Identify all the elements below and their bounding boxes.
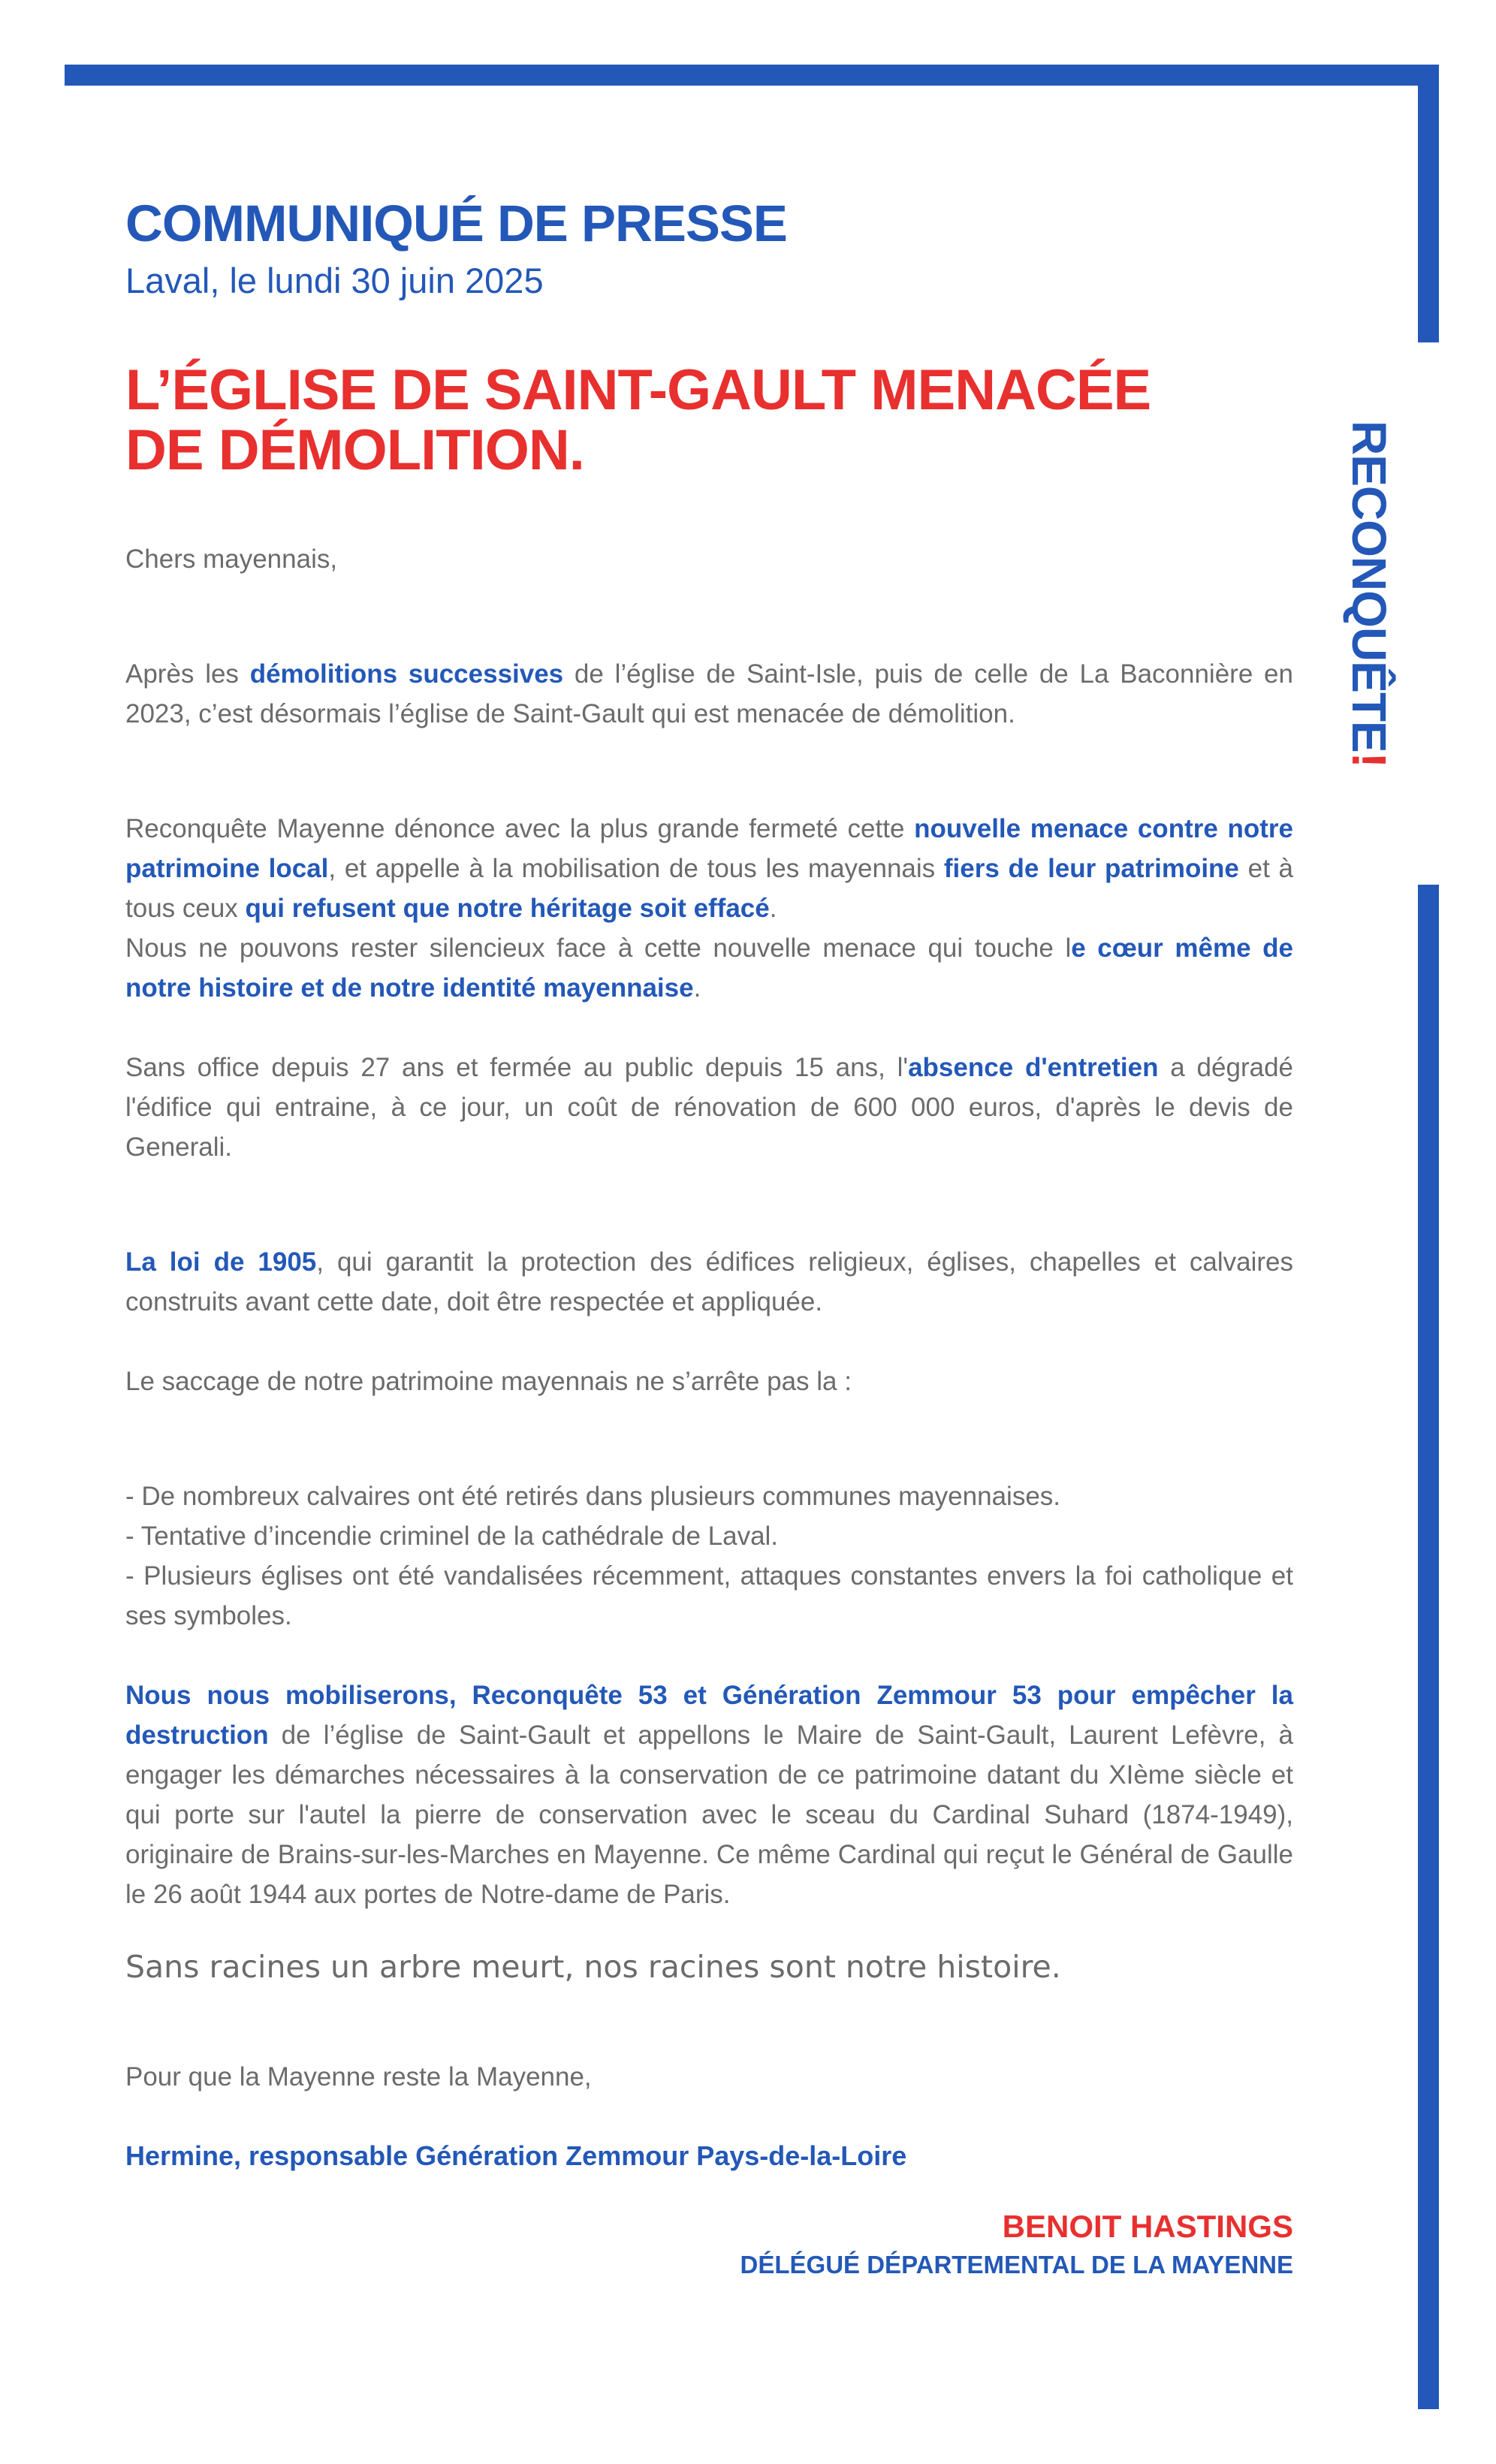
p4-highlight: La loi de 1905 bbox=[125, 1247, 317, 1277]
p1-highlight: démolitions successives bbox=[249, 659, 564, 689]
list-item: - De nombreux calvaires ont été retirés dans plusieurs communes mayennaises. bbox=[125, 1481, 1061, 1511]
p2-text-g: . bbox=[769, 893, 777, 923]
tagline: Sans racines un arbre meurt, nos racines sont notre histoire. bbox=[125, 1948, 1061, 1985]
p1-text-a: Après les bbox=[125, 659, 250, 689]
signature-role: DÉLÉGUÉ DÉPARTEMENTAL DE LA MAYENNE bbox=[740, 2250, 1293, 2279]
p6-text-b: de l’église de Saint-Gault et appellons le Maire de Saint-Gault, Laurent Lefèvre, à engager les démarches nécessaires à la conservation de ce patrimoine datant du XIème siècle et qui porte sur l'autel la pierre de conservation avec le sceau du Cardinal Suhard (1874-1949), originaire de Brains-sur-les-Marches en Mayenne. Ce même Cardinal qui reçut le Général de Gaulle le 26 août 1944 aux portes de Notre-dame de Paris. bbox=[125, 1720, 1293, 1909]
headline-line-2: DE DÉMOLITION. bbox=[125, 418, 584, 483]
frame-right-bar-lower bbox=[1418, 885, 1439, 2409]
p2-text-e: et à tous ceux bbox=[125, 853, 1293, 923]
p3-text-c: a dégradé l'édifice qui entraine, à ce jour, un coût de rénovation de 600 000 euros, d'après le devis de Generali. bbox=[125, 1052, 1293, 1162]
p2-highlight-d: fiers de leur patrimoine bbox=[943, 853, 1239, 883]
logo-wordmark: RECONQUÊTE bbox=[1342, 421, 1396, 752]
frame-right-bar-upper bbox=[1418, 65, 1439, 342]
p2-highlight-f: qui refusent que notre héritage soit effacé bbox=[245, 893, 770, 923]
paragraph-denonce bbox=[125, 809, 1293, 1008]
headline-line-1: L’ÉGLISE DE SAINT-GAULT MENACÉE bbox=[125, 358, 1151, 423]
logo-exclamation: ! bbox=[1342, 752, 1396, 768]
paragraph-loi-1905 bbox=[125, 1242, 1293, 1322]
list-item: - Plusieurs églises ont été vandalisées récemment, attaques constantes envers la foi catholique et ses symboles. bbox=[125, 1561, 1293, 1630]
p2-highlight-i: e cœur même de notre histoire et de notre identité mayennaise bbox=[125, 933, 1294, 1003]
signature-block bbox=[740, 2206, 1293, 2282]
p2-text-h: Nous ne pouvons rester silencieux face à cette nouvelle menace qui touche l bbox=[125, 933, 1072, 963]
p2-highlight-b: nouvelle menace contre notre patrimoine local bbox=[125, 813, 1293, 883]
greeting: Chers mayennais, bbox=[125, 544, 338, 574]
p4-text-b: , qui garantit la protection des édifices religieux, églises, chapelles et calvaires construits avant cette date, doit être respectée et appliquée. bbox=[125, 1247, 1293, 1316]
p2-text-c: , et appelle à la mobilisation de tous les mayennais bbox=[328, 853, 944, 883]
p3-highlight: absence d'entretien bbox=[908, 1052, 1159, 1082]
p2-text-j: . bbox=[693, 973, 701, 1003]
p1-text-c: de l’église de Saint-Isle, puis de celle de La Baconnière en 2023, c’est désormais l’église de Saint-Gault qui est menacée de démolition. bbox=[125, 659, 1293, 728]
press-release-content bbox=[125, 195, 1293, 2176]
document-body bbox=[125, 539, 1293, 2176]
reconquete-logo bbox=[1341, 421, 1397, 768]
paragraph-demolitions bbox=[125, 654, 1293, 734]
p3-text-a: Sans office depuis 27 ans et fermée au public depuis 15 ans, l' bbox=[125, 1052, 909, 1082]
frame-top-bar bbox=[65, 65, 1439, 86]
document-date: Laval, le lundi 30 juin 2025 bbox=[125, 260, 544, 300]
paragraph-saccage: Le saccage de notre patrimoine mayennais ne s’arrête pas la : bbox=[125, 1366, 852, 1396]
signature-name: BENOIT HASTINGS bbox=[1002, 2209, 1293, 2244]
p2-text-a: Reconquête Mayenne dénonce avec la plus grande fermeté cette bbox=[125, 813, 915, 843]
closing-line: Pour que la Mayenne reste la Mayenne, bbox=[125, 2061, 592, 2092]
paragraph-mobilisation bbox=[125, 1675, 1293, 1914]
document-kicker: COMMUNIQUÉ DE PRESSE bbox=[125, 195, 787, 252]
p6-highlight: Nous nous mobiliserons, Reconquête 53 et Génération Zemmour 53 pour empêcher la destruction bbox=[125, 1680, 1293, 1750]
paragraph-entretien bbox=[125, 1048, 1293, 1167]
document-headline bbox=[125, 360, 1293, 481]
signatory-line: Hermine, responsable Génération Zemmour Pays-de-la-Loire bbox=[125, 2140, 907, 2171]
list-item: - Tentative d’incendie criminel de la cathédrale de Laval. bbox=[125, 1521, 779, 1551]
